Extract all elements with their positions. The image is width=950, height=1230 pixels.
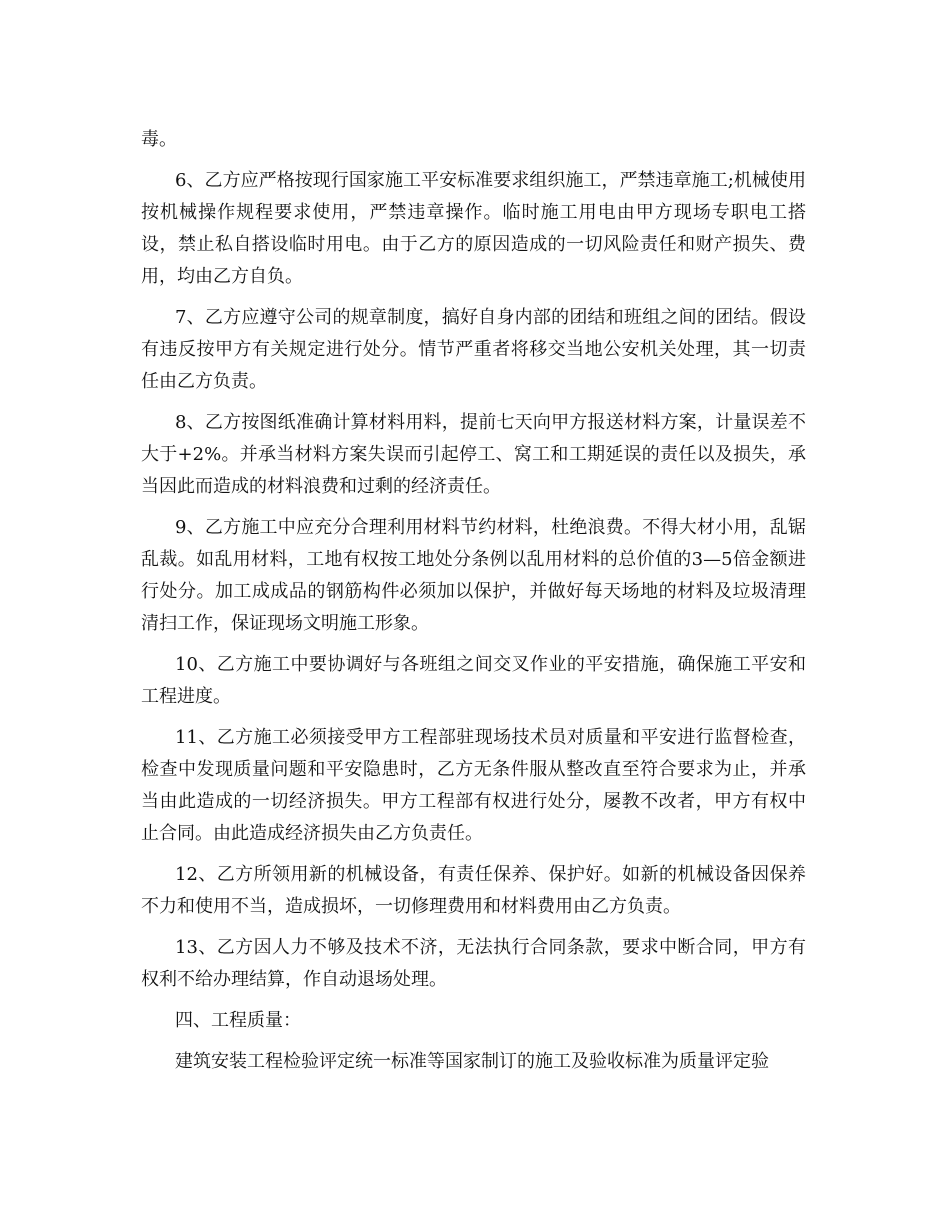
paragraph-clause-9: 9、乙方施工中应充分合理利用材料节约材料，杜绝浪费。不得大材小用，乱锯乱裁。如乱用材料，工地有权按工地处分条例以乱用材料的总价值的3—5倍金额进行处分。加工成成品的钢筋构件必须加以保护，并做好每天场地的材料及垃圾清理清扫工作，保证现场文明施工形象。 (141, 517, 806, 634)
paragraph-clause-12: 12、乙方所领用新的机械设备，有责任保养、保护好。如新的机械设备因保养不力和使用不当，造成损坏，一切修理费用和材料费用由乙方负责。 (141, 864, 806, 917)
paragraph-clause-13: 13、乙方因人力不够及技术不济，无法执行合同条款，要求中断合同，甲方有权利不给办理结算，作自动退场处理。 (141, 937, 806, 990)
document-body (141, 124, 806, 1087)
paragraph-clause-8: 8、乙方按图纸准确计算材料用料，提前七天向甲方报送材料方案，计量误差不大于+2%。并承当材料方案失误而引起停工、窝工和工期延误的责任以及损失，承当因此而造成的材料浪费和过剩的经济责任。 (141, 412, 806, 497)
paragraph-continuation: 毒。 (141, 129, 177, 150)
paragraph-clause-6: 6、乙方应严格按现行国家施工平安标准要求组织施工，严禁违章施工;机械使用按机械操作规程要求使用，严禁违章操作。临时施工用电由甲方现场专职电工搭设，禁止私自搭设临时用电。由于乙方的原因造成的一切风险责任和财产损失、费用，均由乙方自负。 (141, 170, 806, 287)
section-heading-quality: 四、工程质量： (175, 1010, 301, 1031)
paragraph-quality-standard: 建筑安装工程检验评定统一标准等国家制订的施工及验收标准为质量评定验 (175, 1051, 769, 1072)
paragraph-clause-10: 10、乙方施工中要协调好与各班组之间交叉作业的平安措施，确保施工平安和工程进度。 (141, 654, 806, 707)
paragraph-clause-7: 7、乙方应遵守公司的规章制度，搞好自身内部的团结和班组之间的团结。假设有违反按甲方有关规定进行处分。情节严重者将移交当地公安机关处理，其一切责任由乙方负责。 (141, 307, 806, 392)
paragraph-clause-11: 11、乙方施工必须接受甲方工程部驻现场技术员对质量和平安进行监督检查，检查中发现质量问题和平安隐患时，乙方无条件服从整改直至符合要求为止，并承当由此造成的一切经济损失。甲方工程部有权进行处分，屡教不改者，甲方有权中止合同。由此造成经济损失由乙方负责任。 (141, 727, 806, 844)
